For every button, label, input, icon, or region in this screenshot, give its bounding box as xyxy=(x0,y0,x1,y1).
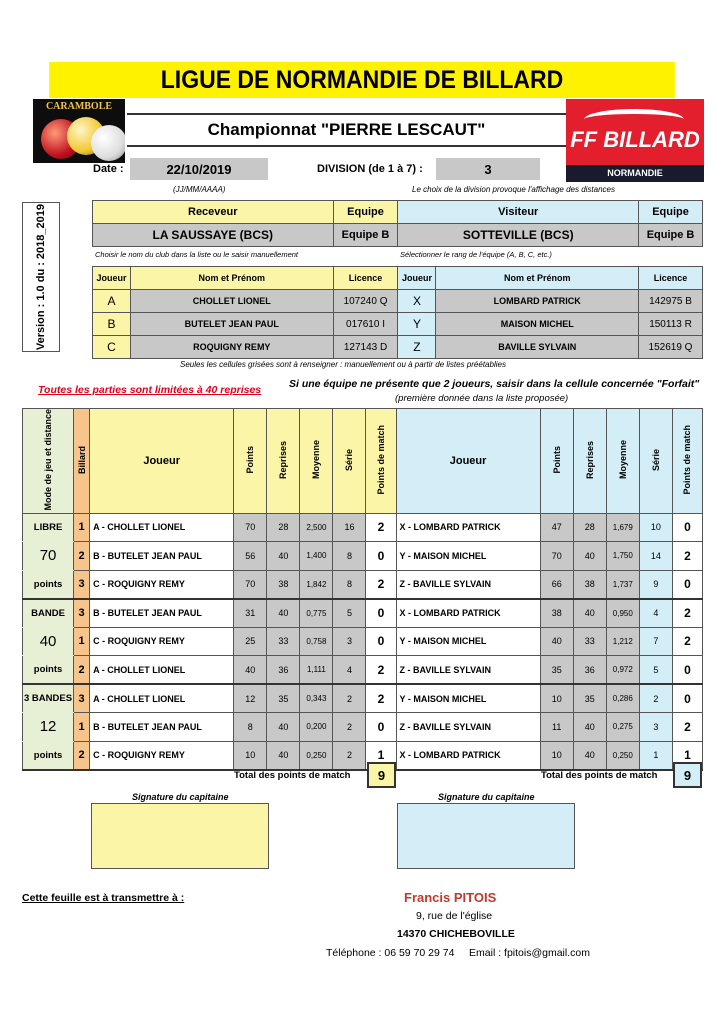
away-moyenne: 1,750 xyxy=(606,542,639,571)
serie-header xyxy=(639,409,672,514)
away-points[interactable]: 35 xyxy=(540,656,573,685)
home-match-points: 0 xyxy=(366,542,396,571)
home-serie[interactable]: 2 xyxy=(333,741,366,770)
billard-header xyxy=(74,409,90,514)
white-ball-icon xyxy=(91,125,125,161)
roster-row xyxy=(93,313,703,336)
home-moyenne: 1,842 xyxy=(300,570,333,599)
home-points[interactable]: 31 xyxy=(234,599,267,628)
roster-row xyxy=(93,336,703,359)
billard-number: 1 xyxy=(74,513,90,542)
page-title: LIGUE DE NORMANDIE DE BILLARD xyxy=(49,62,675,98)
recipient-street: 9, rue de l'église xyxy=(416,910,493,922)
away-player[interactable]: Y - MAISON MICHEL xyxy=(396,542,540,571)
pm-header-label: Points de match xyxy=(682,425,693,495)
away-serie[interactable]: 14 xyxy=(639,542,672,571)
game-unit: points xyxy=(23,656,74,685)
serie-header-label: Série xyxy=(344,448,355,471)
visiteur-equipe-label: Equipe xyxy=(639,201,703,224)
reprises-header xyxy=(267,409,300,514)
home-player-licence[interactable]: 107240 Q xyxy=(333,290,398,313)
away-serie[interactable]: 10 xyxy=(639,513,672,542)
home-match-points: 2 xyxy=(366,656,396,685)
home-player-licence[interactable]: 017610 I xyxy=(333,313,398,336)
away-points[interactable]: 47 xyxy=(540,513,573,542)
billard-number: 2 xyxy=(74,542,90,571)
home-moyenne: 0,775 xyxy=(300,599,333,628)
away-serie[interactable]: 9 xyxy=(639,570,672,599)
away-player-licence[interactable]: 142975 B xyxy=(639,290,703,313)
team-table xyxy=(92,200,703,247)
division-input[interactable]: 3 xyxy=(436,158,540,180)
away-match-points: 2 xyxy=(672,627,702,656)
receveur-equipe-label: Equipe xyxy=(333,201,398,224)
home-total-label: Total des points de match xyxy=(234,770,351,781)
home-player[interactable]: A - CHOLLET LIONEL xyxy=(90,656,234,685)
points-header xyxy=(234,409,267,514)
home-serie[interactable]: 8 xyxy=(333,542,366,571)
away-reprises[interactable]: 38 xyxy=(573,570,606,599)
game-unit: points xyxy=(23,570,74,599)
recipient-city: 14370 CHICHEBOVILLE xyxy=(397,928,515,940)
away-player[interactable]: X - LOMBARD PATRICK xyxy=(396,741,540,770)
away-moyenne: 0,950 xyxy=(606,599,639,628)
billard-number: 3 xyxy=(74,599,90,628)
away-serie[interactable]: 4 xyxy=(639,599,672,628)
away-signature-box[interactable] xyxy=(397,803,575,869)
date-input[interactable]: 22/10/2019 xyxy=(130,158,268,180)
home-points[interactable]: 12 xyxy=(234,684,267,713)
ffbillard-logo-text: FF BILLARD xyxy=(570,127,700,152)
home-moyenne: 0,200 xyxy=(300,713,333,742)
home-match-points: 0 xyxy=(366,599,396,628)
away-total-label: Total des points de match xyxy=(541,770,658,781)
home-reprises[interactable]: 36 xyxy=(267,656,300,685)
away-player[interactable]: Y - MAISON MICHEL xyxy=(396,627,540,656)
moyenne-header xyxy=(606,409,639,514)
roster-licence-header: Licence xyxy=(333,267,398,290)
points-header-label: Points xyxy=(551,446,562,474)
home-reprises[interactable]: 35 xyxy=(267,684,300,713)
serie-header xyxy=(333,409,366,514)
reprises-header xyxy=(573,409,606,514)
reprises-limit-note: Toutes les parties sont limitées à 40 reprises xyxy=(38,384,262,396)
roster-joueur-header: Joueur xyxy=(93,267,131,290)
away-reprises[interactable]: 40 xyxy=(573,599,606,628)
home-match-points: 0 xyxy=(366,627,396,656)
away-player[interactable]: Z - BAVILLE SYLVAIN xyxy=(396,656,540,685)
roster-row xyxy=(93,290,703,313)
home-serie[interactable]: 2 xyxy=(333,684,366,713)
home-moyenne: 0,758 xyxy=(300,627,333,656)
away-points[interactable]: 66 xyxy=(540,570,573,599)
home-player[interactable]: A - CHOLLET LIONEL xyxy=(90,513,234,542)
home-moyenne: 1,400 xyxy=(300,542,333,571)
home-match-points: 1 xyxy=(366,741,396,770)
away-moyenne: 1,737 xyxy=(606,570,639,599)
away-reprises[interactable]: 35 xyxy=(573,684,606,713)
home-serie[interactable]: 4 xyxy=(333,656,366,685)
home-reprises[interactable]: 33 xyxy=(267,627,300,656)
away-match-points: 0 xyxy=(672,684,702,713)
home-player[interactable]: C - ROQUIGNY REMY xyxy=(90,627,234,656)
grey-cells-note: Seules les cellules grisées sont à renseigner : manuellement ou à partir de listes préétablies xyxy=(180,360,506,369)
billard-number: 3 xyxy=(74,570,90,599)
game-row xyxy=(23,684,703,713)
away-player[interactable]: Y - MAISON MICHEL xyxy=(396,684,540,713)
billard-number: 1 xyxy=(74,713,90,742)
home-player-code: B xyxy=(93,313,131,336)
away-reprises[interactable]: 40 xyxy=(573,741,606,770)
home-player[interactable]: B - BUTELET JEAN PAUL xyxy=(90,713,234,742)
away-moyenne: 1,212 xyxy=(606,627,639,656)
date-hint: (JJ/MM/AAAA) xyxy=(173,185,226,194)
home-player[interactable]: C - ROQUIGNY REMY xyxy=(90,741,234,770)
billard-number: 2 xyxy=(74,656,90,685)
reprises-header-label: Reprises xyxy=(278,440,289,479)
billard-number: 1 xyxy=(74,627,90,656)
reprises-header-label: Reprises xyxy=(584,440,595,479)
away-player[interactable]: X - LOMBARD PATRICK xyxy=(396,513,540,542)
ffbillard-logo-sub: NORMANDIE xyxy=(566,165,704,182)
billard-number: 2 xyxy=(74,741,90,770)
home-moyenne: 0,343 xyxy=(300,684,333,713)
away-match-points: 0 xyxy=(672,513,702,542)
game-row xyxy=(23,627,703,656)
version-box xyxy=(22,202,60,352)
home-serie[interactable]: 2 xyxy=(333,713,366,742)
away-match-points: 2 xyxy=(672,713,702,742)
away-moyenne: 0,250 xyxy=(606,741,639,770)
game-distance: 12 xyxy=(23,713,74,742)
home-player-code: A xyxy=(93,290,131,313)
home-player[interactable]: C - ROQUIGNY REMY xyxy=(90,570,234,599)
carambole-logo xyxy=(33,99,125,163)
home-joueur-header: Joueur xyxy=(90,409,234,514)
roster-nom-header: Nom et Prénom xyxy=(130,267,333,290)
transmit-label: Cette feuille est à transmettre à : xyxy=(22,892,185,904)
away-signature-label: Signature du capitaine xyxy=(438,792,535,802)
away-moyenne: 0,275 xyxy=(606,713,639,742)
home-player[interactable]: B - BUTELET JEAN PAUL xyxy=(90,542,234,571)
receveur-equipe-select[interactable]: Equipe B xyxy=(333,224,398,247)
away-player-code: Y xyxy=(398,313,436,336)
carambole-logo-text: CARAMBOLE xyxy=(45,101,113,112)
game-row xyxy=(23,599,703,628)
recipient-name: Francis PITOIS xyxy=(404,890,497,905)
game-distance: 40 xyxy=(23,627,74,656)
away-reprises[interactable]: 28 xyxy=(573,513,606,542)
billard-header-label: Billard xyxy=(76,445,87,474)
division-label: DIVISION (de 1 à 7) : xyxy=(317,163,423,175)
pm-header xyxy=(672,409,702,514)
version-text: Version : 1.0 du : 2018_2019 xyxy=(35,203,47,351)
away-points[interactable]: 70 xyxy=(540,542,573,571)
home-reprises[interactable]: 38 xyxy=(267,570,300,599)
away-moyenne: 0,972 xyxy=(606,656,639,685)
home-player-name[interactable]: BUTELET JEAN PAUL xyxy=(130,313,333,336)
away-player-name[interactable]: MAISON MICHEL xyxy=(436,313,639,336)
mode-header xyxy=(23,409,74,514)
home-player-code: C xyxy=(93,336,131,359)
away-reprises[interactable]: 36 xyxy=(573,656,606,685)
away-moyenne: 0,286 xyxy=(606,684,639,713)
home-player[interactable]: A - CHOLLET LIONEL xyxy=(90,684,234,713)
roster-nom-header: Nom et Prénom xyxy=(436,267,639,290)
championship-title: Championnat "PIERRE LESCAUT" xyxy=(127,113,566,147)
home-reprises[interactable]: 40 xyxy=(267,741,300,770)
ffbillard-logo xyxy=(566,99,704,182)
home-player-name[interactable]: ROQUIGNY REMY xyxy=(130,336,333,359)
away-total-value: 9 xyxy=(673,762,702,788)
away-player-licence[interactable]: 152619 Q xyxy=(639,336,703,359)
division-hint: Le choix de la division provoque l'affichage des distances xyxy=(412,185,615,194)
game-row xyxy=(23,542,703,571)
home-moyenne: 2,500 xyxy=(300,513,333,542)
date-label: Date : xyxy=(93,163,124,175)
pm-header-label: Points de match xyxy=(375,425,386,495)
games-table xyxy=(22,408,703,771)
away-serie[interactable]: 3 xyxy=(639,713,672,742)
away-match-points: 0 xyxy=(672,570,702,599)
home-points[interactable]: 70 xyxy=(234,513,267,542)
home-match-points: 2 xyxy=(366,684,396,713)
away-player[interactable]: Z - BAVILLE SYLVAIN xyxy=(396,570,540,599)
serie-header-label: Série xyxy=(650,448,661,471)
away-player-code: Z xyxy=(398,336,436,359)
home-points[interactable]: 56 xyxy=(234,542,267,571)
away-moyenne: 1,679 xyxy=(606,513,639,542)
away-points[interactable]: 11 xyxy=(540,713,573,742)
moyenne-header-label: Moyenne xyxy=(311,440,322,480)
away-player-name[interactable]: BAVILLE SYLVAIN xyxy=(436,336,639,359)
away-player-licence[interactable]: 150113 R xyxy=(639,313,703,336)
home-points[interactable]: 40 xyxy=(234,656,267,685)
home-player[interactable]: B - BUTELET JEAN PAUL xyxy=(90,599,234,628)
home-moyenne: 0,250 xyxy=(300,741,333,770)
home-reprises[interactable]: 28 xyxy=(267,513,300,542)
away-player[interactable]: X - LOMBARD PATRICK xyxy=(396,599,540,628)
home-serie[interactable]: 16 xyxy=(333,513,366,542)
away-serie[interactable]: 7 xyxy=(639,627,672,656)
away-match-points: 2 xyxy=(672,542,702,571)
points-header-label: Points xyxy=(245,446,256,474)
moyenne-header-label: Moyenne xyxy=(617,440,628,480)
moyenne-header xyxy=(300,409,333,514)
rang-hint: Sélectionner le rang de l'équipe (A, B, C, etc.) xyxy=(400,250,552,259)
away-player-code: X xyxy=(398,290,436,313)
game-row xyxy=(23,713,703,742)
away-serie[interactable]: 1 xyxy=(639,741,672,770)
billard-number: 3 xyxy=(74,684,90,713)
home-signature-label: Signature du capitaine xyxy=(132,792,229,802)
game-mode: 3 BANDES xyxy=(23,684,74,713)
away-player[interactable]: Z - BAVILLE SYLVAIN xyxy=(396,713,540,742)
receveur-club-select[interactable]: LA SAUSSAYE (BCS) xyxy=(93,224,334,247)
away-points[interactable]: 38 xyxy=(540,599,573,628)
home-signature-box[interactable] xyxy=(91,803,269,869)
home-points[interactable]: 8 xyxy=(234,713,267,742)
game-mode: LIBRE xyxy=(23,513,74,542)
pm-header xyxy=(366,409,396,514)
home-match-points: 2 xyxy=(366,513,396,542)
away-serie[interactable]: 5 xyxy=(639,656,672,685)
game-row xyxy=(23,741,703,770)
visiteur-label: Visiteur xyxy=(398,201,639,224)
home-reprises[interactable]: 40 xyxy=(267,713,300,742)
home-reprises[interactable]: 40 xyxy=(267,542,300,571)
away-points[interactable]: 10 xyxy=(540,741,573,770)
away-match-points: 0 xyxy=(672,656,702,685)
receveur-label: Receveur xyxy=(93,201,334,224)
recipient-contact: Téléphone : 06 59 70 29 74 Email : fpitois@gmail.com xyxy=(326,947,590,959)
roster-table xyxy=(92,266,703,359)
home-reprises[interactable]: 40 xyxy=(267,599,300,628)
game-row xyxy=(23,570,703,599)
away-match-points: 2 xyxy=(672,599,702,628)
away-joueur-header: Joueur xyxy=(396,409,540,514)
home-match-points: 0 xyxy=(366,713,396,742)
game-row xyxy=(23,656,703,685)
game-distance: 70 xyxy=(23,542,74,571)
visiteur-equipe-select[interactable]: Equipe B xyxy=(639,224,703,247)
home-total-value: 9 xyxy=(367,762,396,788)
away-player-name[interactable]: LOMBARD PATRICK xyxy=(436,290,639,313)
forfait-note: Si une équipe ne présente que 2 joueurs, saisir dans la cellule concernée "Forfait" xyxy=(289,378,700,390)
game-row xyxy=(23,513,703,542)
home-moyenne: 1,111 xyxy=(300,656,333,685)
club-hint: Choisir le nom du club dans la liste ou le saisir manuellement xyxy=(95,250,299,259)
home-points[interactable]: 25 xyxy=(234,627,267,656)
away-reprises[interactable]: 40 xyxy=(573,542,606,571)
away-points[interactable]: 40 xyxy=(540,627,573,656)
home-points[interactable]: 70 xyxy=(234,570,267,599)
home-serie[interactable]: 5 xyxy=(333,599,366,628)
roster-licence-header: Licence xyxy=(639,267,703,290)
game-mode: BANDE xyxy=(23,599,74,628)
mode-header-label: Mode de jeu et distance xyxy=(43,409,54,511)
away-reprises[interactable]: 40 xyxy=(573,713,606,742)
home-player-name[interactable]: CHOLLET LIONEL xyxy=(130,290,333,313)
away-serie[interactable]: 2 xyxy=(639,684,672,713)
game-unit: points xyxy=(23,741,74,770)
home-serie[interactable]: 8 xyxy=(333,570,366,599)
home-points[interactable]: 10 xyxy=(234,741,267,770)
away-match-points: 1 xyxy=(672,741,702,770)
home-match-points: 2 xyxy=(366,570,396,599)
home-player-licence[interactable]: 127143 D xyxy=(333,336,398,359)
away-points[interactable]: 10 xyxy=(540,684,573,713)
visiteur-club-select[interactable]: SOTTEVILLE (BCS) xyxy=(398,224,639,247)
roster-joueur-header: Joueur xyxy=(398,267,436,290)
forfait-sub-note: (première donnée dans la liste proposée) xyxy=(395,393,569,404)
home-serie[interactable]: 3 xyxy=(333,627,366,656)
points-header xyxy=(540,409,573,514)
away-reprises[interactable]: 33 xyxy=(573,627,606,656)
